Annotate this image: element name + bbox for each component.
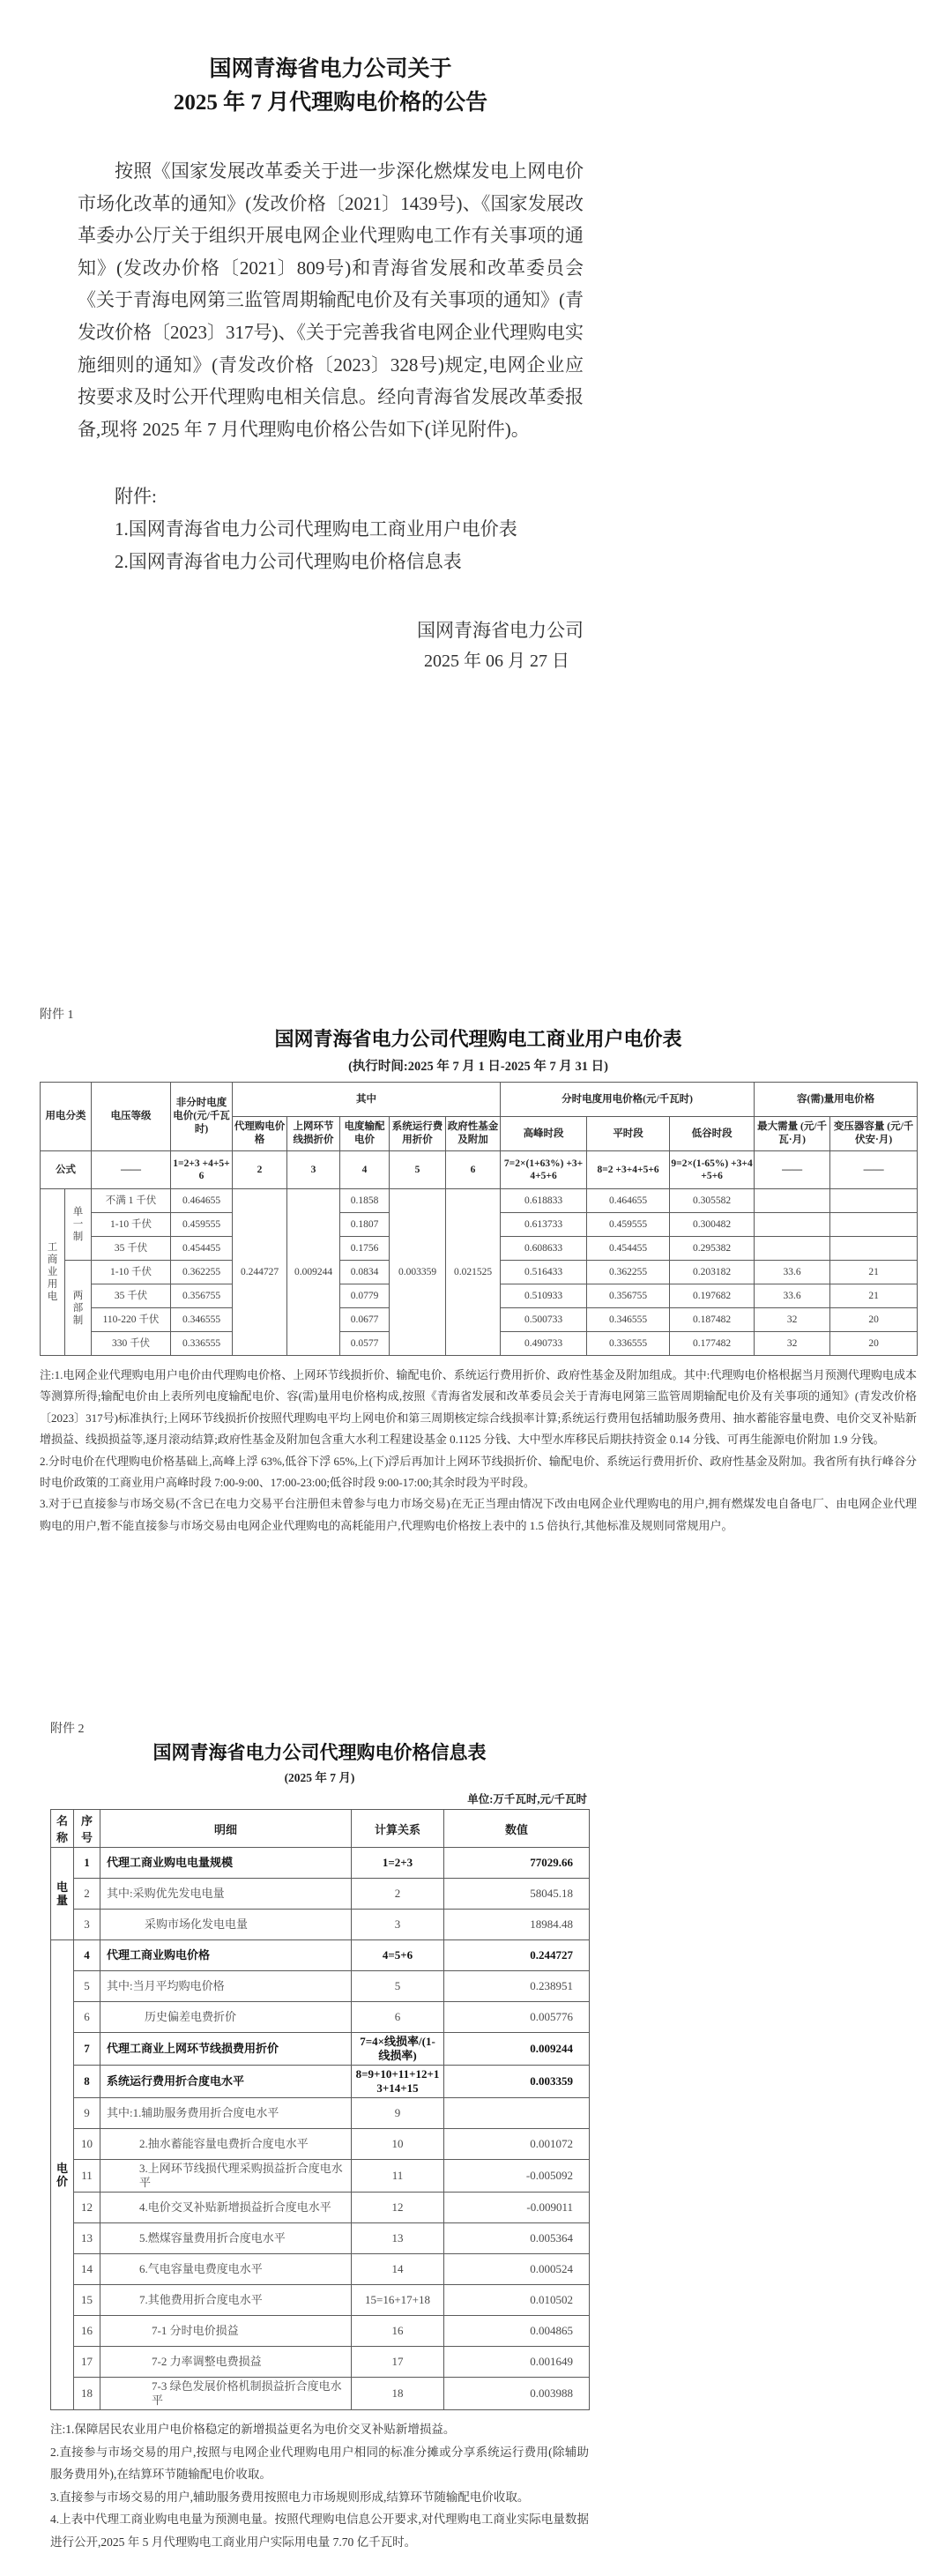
cell: 0.608633 <box>501 1237 587 1261</box>
header-row <box>51 1810 590 1848</box>
cell: 16 <box>352 2316 444 2347</box>
cell: 0.0677 <box>340 1308 390 1332</box>
cell: 15 <box>74 2285 100 2316</box>
group-label-single: 单一制 <box>65 1189 92 1261</box>
cell: 3.上网环节线损代理采购损益折合度电水平 <box>100 2160 352 2193</box>
cell: 5 <box>74 1971 100 2002</box>
cell: 0.004865 <box>444 2316 590 2347</box>
cell: 0.197682 <box>670 1284 755 1308</box>
cell: 0.1807 <box>340 1213 390 1237</box>
note-line: 4.上表中代理工商业购电电量为预测电量。按照代理购电信息公开要求,对代理购电工商业实际电量数据进行公开,2025 年 5 月代理购电工商业用户实际用电量 7.70 亿千瓦时。 <box>50 2513 589 2549</box>
signature-date: 2025 年 06 月 27 日 <box>424 651 569 672</box>
cell: 0.454455 <box>171 1237 233 1261</box>
cell: 0.464655 <box>171 1189 233 1213</box>
table-row <box>51 2316 590 2347</box>
category-label: 工商业用电 <box>41 1189 65 1356</box>
cell: 7=2×(1+63%) +3+4+5+6 <box>501 1151 587 1189</box>
cell: 0.490733 <box>501 1332 587 1356</box>
cell: 12 <box>352 2193 444 2223</box>
cell: 1-10 千伏 <box>92 1213 171 1237</box>
attachment2-title: 国网青海省电力公司代理购电价格信息表 <box>152 1742 487 1763</box>
cell: 0.356755 <box>587 1284 670 1308</box>
cell: 6 <box>446 1151 501 1189</box>
cell: 0.300482 <box>670 1213 755 1237</box>
price-table <box>40 1082 918 1356</box>
cell: 6 <box>74 2002 100 2033</box>
note-line: 注:1.保障居民农业用户电价格稳定的新增损益更名为电价交叉补贴新增损益。 <box>50 2423 456 2436</box>
table-row <box>51 1910 590 1940</box>
cell: 4 <box>340 1151 390 1189</box>
cell <box>755 1237 830 1261</box>
note-line: 2.直接参与市场交易的用户,按照与电网企业代理购电用户相同的标准分摊或分享系统运行费用(除辅助服务费用外),在结算环节随输配电价收取。 <box>50 2445 589 2481</box>
cell: 18 <box>352 2378 444 2410</box>
cell: 0.464655 <box>587 1189 670 1213</box>
col-header-valley: 低谷时段 <box>670 1117 755 1151</box>
merged-govfund: 0.021525 <box>446 1189 501 1356</box>
cell: 0.356755 <box>171 1284 233 1308</box>
cell: 7-1 分时电价损益 <box>100 2316 352 2347</box>
table-row <box>51 1971 590 2002</box>
cell: 17 <box>74 2347 100 2378</box>
cell: 0.516433 <box>501 1261 587 1284</box>
col-header-tou-group: 分时电度用电价格(元/千瓦时) <box>501 1083 755 1117</box>
cell: 1=2+3 +4+5+6 <box>171 1151 233 1189</box>
col-header-among: 其中 <box>233 1083 501 1117</box>
price-info-table <box>50 1809 590 2410</box>
cell: 33.6 <box>755 1284 830 1308</box>
cell: 历史偏差电费折价 <box>100 2002 352 2033</box>
cell: 0.336555 <box>171 1332 233 1356</box>
merged-agency-price: 0.244727 <box>233 1189 287 1356</box>
cell: 2.抽水蓄能容量电费折合度电水平 <box>100 2129 352 2160</box>
cell: 5 <box>352 1971 444 2002</box>
cell: 0.009244 <box>444 2033 590 2066</box>
announcement-title-line1: 国网青海省电力公司关于 <box>209 57 452 81</box>
cell <box>830 1237 918 1261</box>
cell: 0.1858 <box>340 1189 390 1213</box>
cell: 17 <box>352 2347 444 2378</box>
attachment-list-item-1: 1.国网青海省电力公司代理购电工商业用户电价表 <box>115 517 517 540</box>
cell: 330 千伏 <box>92 1332 171 1356</box>
cell: 58045.18 <box>444 1879 590 1910</box>
table-row <box>51 2193 590 2223</box>
formula-row <box>41 1151 918 1189</box>
cell: 77029.66 <box>444 1848 590 1879</box>
cell: 0.510933 <box>501 1284 587 1308</box>
cell: 0.005364 <box>444 2223 590 2254</box>
cell: 0.0577 <box>340 1332 390 1356</box>
cell: 7-2 力率调整电费损益 <box>100 2347 352 2378</box>
cell: 8 <box>74 2066 100 2098</box>
cell: 0.459555 <box>171 1213 233 1237</box>
cell: 3 <box>74 1910 100 1940</box>
cell: —— <box>755 1151 830 1189</box>
cell: 不满 1 千伏 <box>92 1189 171 1213</box>
cell: 8=2 +3+4+5+6 <box>587 1151 670 1189</box>
table-row <box>51 2098 590 2129</box>
col-header-relation: 计算关系 <box>352 1810 444 1848</box>
cell: 0.001072 <box>444 2129 590 2160</box>
cell: 0.336555 <box>587 1332 670 1356</box>
cell: 代理工商业上网环节线损费用折价 <box>100 2033 352 2066</box>
cell: 0.362255 <box>587 1261 670 1284</box>
cell: 1-10 千伏 <box>92 1261 171 1284</box>
cell: 0.001649 <box>444 2347 590 2378</box>
attachment-list <box>78 480 584 577</box>
note-line: 3.对于已直接参与市场交易(不含已在电力交易平台注册但未曾参与电力市场交易)在无正当理由情况下改由电网企业代理购电的用户,拥有燃煤发电自备电厂、由电网企业代理购电的用户,暂不能直接参与市场交易由电网企业代理购电的高耗能用户,代理购电价格按上表中的 1.5 倍执行,其他标准及规则同常规用户。 <box>40 1497 917 1532</box>
cell: 0.1756 <box>340 1237 390 1261</box>
cell: 0.203182 <box>670 1261 755 1284</box>
attachment1-tag: 附件 1 <box>40 1009 74 1022</box>
attachment2-notes <box>50 2418 589 2553</box>
cell: -0.009011 <box>444 2193 590 2223</box>
attachment1-title: 国网青海省电力公司代理购电工商业用户电价表 <box>274 1028 682 1050</box>
cell: 7 <box>74 2033 100 2066</box>
col-header-capacity-group: 容(需)量用电价格 <box>755 1083 918 1117</box>
cell: 其中:1.辅助服务费用折合度电水平 <box>100 2098 352 2129</box>
cell: 0.003359 <box>444 2066 590 2098</box>
announcement-document <box>78 53 584 672</box>
cell: 公式 <box>41 1151 92 1189</box>
table-row <box>51 2347 590 2378</box>
attachment2-tag: 附件 2 <box>50 1723 85 1736</box>
merged-lineloss: 0.009244 <box>287 1189 340 1356</box>
announcement-body: 按照《国家发展改革委关于进一步深化燃煤发电上网电价市场化改革的通知》(发改价格〔2021〕1439号)、《国家发展改革委办公厅关于组织开展电网企业代理购电工作有关事项的通知》(发改办价格〔2021〕809号)和青海省发展和改革委员会《关于青海电网第三监管周期输配电价及有关事项的通知》(青发改价格〔2023〕317号)、《关于完善我省电网企业代理购电实施细则的通知》(青发改价格〔2023〕328号)规定,电网企业应按要求及时公开代理购电相关信息。经向青海省发展改革委报备,现将 2025 年 7 月代理购电价格公告如下(详见附件)。 <box>78 160 584 440</box>
cell: 2 <box>352 1879 444 1910</box>
cell: 1 <box>74 1848 100 1879</box>
cell: 35 千伏 <box>92 1237 171 1261</box>
cell: 11 <box>352 2160 444 2193</box>
attachment-list-item-2: 2.国网青海省电力公司代理购电价格信息表 <box>115 550 462 572</box>
attachment2-subtitle: (2025 年 7 月) <box>284 1771 355 1784</box>
cell: 0.295382 <box>670 1237 755 1261</box>
cell: 14 <box>352 2254 444 2285</box>
announcement-title <box>78 53 584 120</box>
cell: 代理工商业购电电量规模 <box>100 1848 352 1879</box>
note-line: 2.分时电价在代理购电价格基础上,高峰上浮 63%,低谷下浮 65%,上(下)浮后再加计上网环节线损折价、输配电价、系统运行费用折价、政府性基金及附加。我省所有执行峰谷分时电价政策的工商业用户高峰时段 7:00-9:00、17:00-23:00;低谷时段 9:00-17:00;其余时段为平时段。 <box>40 1454 917 1490</box>
cell: 其中:当月平均购电价格 <box>100 1971 352 2002</box>
cell: 采购市场化发电电量 <box>100 1910 352 1940</box>
cell: 16 <box>74 2316 100 2347</box>
cell: 4 <box>74 1940 100 1971</box>
col-header-govfund: 政府性基金及附加 <box>446 1117 501 1151</box>
cell: 7-3 绿色发展价格机制损益折合度电水平 <box>100 2378 352 2410</box>
cell: 5 <box>390 1151 446 1189</box>
cell: 0.346555 <box>587 1308 670 1332</box>
header-row-1 <box>41 1083 918 1117</box>
cell: 0.0779 <box>340 1284 390 1308</box>
col-header-no: 序号 <box>74 1810 100 1848</box>
table-row <box>51 2033 590 2066</box>
group-label-two-part: 两部制 <box>65 1261 92 1356</box>
col-header-peak: 高峰时段 <box>501 1117 587 1151</box>
cell: 10 <box>74 2129 100 2160</box>
cell: 0.618833 <box>501 1189 587 1213</box>
cell: 其中:采购优先发电电量 <box>100 1879 352 1910</box>
cell: 0.454455 <box>587 1237 670 1261</box>
cell: 21 <box>830 1261 918 1284</box>
col-header-mid: 平时段 <box>587 1117 670 1151</box>
attachment1-subtitle: (执行时间:2025 年 7 月 1 日-2025 年 7 月 31 日) <box>348 1060 608 1074</box>
cell: 2 <box>233 1151 287 1189</box>
unit-label: 单位:万千瓦时,元/千瓦时 <box>467 1793 587 1805</box>
cell: 14 <box>74 2254 100 2285</box>
cell: 0.238951 <box>444 1971 590 2002</box>
table-row <box>51 1940 590 1971</box>
cell: 9=2×(1-65%) +3+4+5+6 <box>670 1151 755 1189</box>
cell: 0.362255 <box>171 1261 233 1284</box>
table-row <box>51 1848 590 1879</box>
table-row <box>41 1189 918 1213</box>
cell: 21 <box>830 1284 918 1308</box>
cell: 18 <box>74 2378 100 2410</box>
table-row <box>51 2254 590 2285</box>
cell: 0.459555 <box>587 1213 670 1237</box>
cell: 32 <box>755 1332 830 1356</box>
col-header-max-demand: 最大需量 (元/千瓦·月) <box>755 1117 830 1151</box>
table-row <box>51 2066 590 2098</box>
cell: 35 千伏 <box>92 1284 171 1308</box>
cell: 0.0834 <box>340 1261 390 1284</box>
cell: 9 <box>352 2098 444 2129</box>
cell: 6 <box>352 2002 444 2033</box>
col-header-voltage: 电压等级 <box>92 1083 171 1151</box>
cell: 110-220 千伏 <box>92 1308 171 1332</box>
col-header-lineloss: 上网环节线损折价 <box>287 1117 340 1151</box>
attachment1-section <box>40 1005 917 1537</box>
cell: 0.010502 <box>444 2285 590 2316</box>
cell: 1=2+3 <box>352 1848 444 1879</box>
cell: 0.613733 <box>501 1213 587 1237</box>
cell: 9 <box>74 2098 100 2129</box>
merged-sysrun: 0.003359 <box>390 1189 446 1356</box>
attachment2-section <box>50 1719 589 2553</box>
cell: 0.500733 <box>501 1308 587 1332</box>
cell: 0.003988 <box>444 2378 590 2410</box>
cell: 12 <box>74 2193 100 2223</box>
col-header-sysrun: 系统运行费用折价 <box>390 1117 446 1151</box>
cell <box>755 1189 830 1213</box>
cell: 4=5+6 <box>352 1940 444 1971</box>
cell: 20 <box>830 1332 918 1356</box>
cell: 0.005776 <box>444 2002 590 2033</box>
table-row <box>51 1879 590 1910</box>
cell: 32 <box>755 1308 830 1332</box>
announcement-title-line2: 2025 年 7 月代理购电价格的公告 <box>173 91 488 115</box>
cell: 13 <box>74 2223 100 2254</box>
cell: 0.000524 <box>444 2254 590 2285</box>
cell: 4.电价交叉补贴新增损益折合度电水平 <box>100 2193 352 2223</box>
col-header-detail: 明细 <box>100 1810 352 1848</box>
cell: 15=16+17+18 <box>352 2285 444 2316</box>
cell <box>830 1213 918 1237</box>
cell: 0.177482 <box>670 1332 755 1356</box>
cell: 代理工商业购电价格 <box>100 1940 352 1971</box>
table-row <box>51 2223 590 2254</box>
cell <box>444 2098 590 2129</box>
cell: 6.气电容量电费度电水平 <box>100 2254 352 2285</box>
signature: 国网青海省电力公司 <box>417 620 584 642</box>
cell <box>755 1213 830 1237</box>
cell: 18984.48 <box>444 1910 590 1940</box>
cell: 20 <box>830 1308 918 1332</box>
col-header-name: 名称 <box>51 1810 74 1848</box>
cell <box>830 1189 918 1213</box>
table-row <box>51 2002 590 2033</box>
col-header-agency-price: 代理购电价格 <box>233 1117 287 1151</box>
cell: 0.244727 <box>444 1940 590 1971</box>
cell: 10 <box>352 2129 444 2160</box>
cell: 2 <box>74 1879 100 1910</box>
attachment1-notes <box>40 1365 917 1537</box>
category-label-price: 电价 <box>51 1940 74 2410</box>
note-line: 注:1.电网企业代理购电用户电价由代理购电价格、上网环节线损折价、输配电价、系统运行费用折价、政府性基金及附加组成。其中:代理购电价格根据当月预测代理购电成本等测算所得;输配电价由上表所列电度输配电价、容(需)量用电价格构成,按照《青海省发展和改革委员会关于青海电网第三监管周期输配电价及有关事项的通知》(青发改价格〔2023〕317号)标准执行;上网环节线损折价按照代理购电平均上网电价和第三周期核定综合线损率计算;系统运行费用包括辅助服务费用、抽水蓄能容量电费、电价交叉补贴新增损益、线损损益等,逐月滚动结算;政府性基金及附加包含重大水利工程建设基金 0.1125 分钱、大中型水库移民后期扶持资金 0.14 分钱、可再生能源电价附加 1.9 分钱。 <box>40 1368 917 1447</box>
cell: 13 <box>352 2223 444 2254</box>
cell: 0.187482 <box>670 1308 755 1332</box>
table-row <box>51 2378 590 2410</box>
cell: 7.其他费用折合度电水平 <box>100 2285 352 2316</box>
col-header-transformer-capacity: 变压器容量 (元/千伏安·月) <box>830 1117 918 1151</box>
cell: 3 <box>287 1151 340 1189</box>
table-row <box>51 2285 590 2316</box>
cell: 7=4×线损率/(1-线损率) <box>352 2033 444 2066</box>
cell: -0.005092 <box>444 2160 590 2193</box>
table-row <box>51 2160 590 2193</box>
cell: —— <box>92 1151 171 1189</box>
col-header-transmission: 电度输配电价 <box>340 1117 390 1151</box>
category-label-energy: 电量 <box>51 1848 74 1940</box>
cell: 5.燃煤容量费用折合度电水平 <box>100 2223 352 2254</box>
attachment-list-label: 附件: <box>115 486 157 508</box>
col-header-value: 数值 <box>444 1810 590 1848</box>
cell: 3 <box>352 1910 444 1940</box>
col-header-flat-price: 非分时电度电价(元/千瓦时) <box>171 1083 233 1151</box>
cell: 11 <box>74 2160 100 2193</box>
cell: 0.346555 <box>171 1308 233 1332</box>
col-header-class: 用电分类 <box>41 1083 92 1151</box>
cell: 33.6 <box>755 1261 830 1284</box>
cell: 8=9+10+11+12+13+14+15 <box>352 2066 444 2098</box>
table-row <box>51 2129 590 2160</box>
cell: —— <box>830 1151 918 1189</box>
cell: 系统运行费用折合度电水平 <box>100 2066 352 2098</box>
cell: 0.305582 <box>670 1189 755 1213</box>
note-line: 3.直接参与市场交易的用户,辅助服务费用按照电力市场规则形成,结算环节随输配电价收取。 <box>50 2490 530 2504</box>
